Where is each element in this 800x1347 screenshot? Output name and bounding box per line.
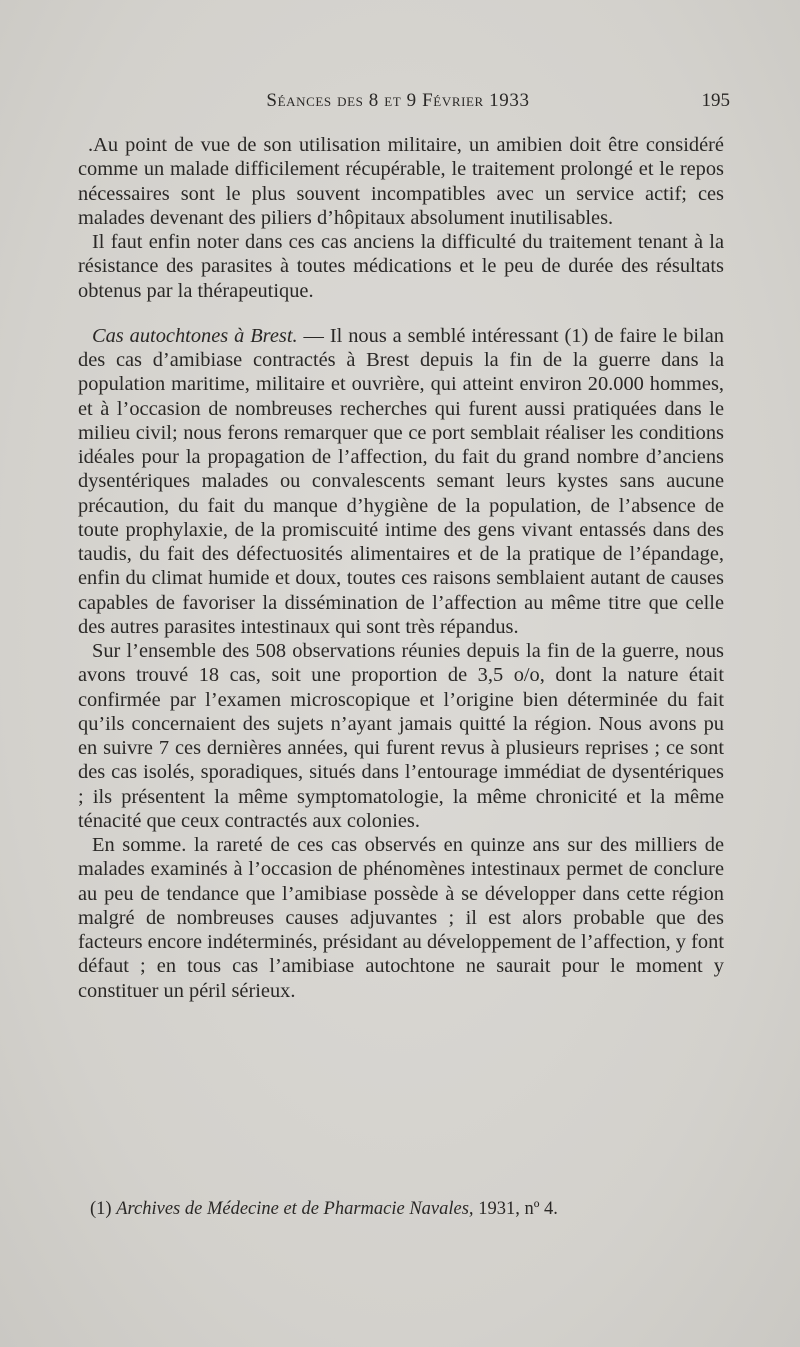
section-title: Cas autochtones à Brest. [92, 324, 298, 347]
body-text [78, 133, 724, 1003]
running-title: Séances des 8 et 9 Février 1933 [266, 90, 530, 111]
footnote [90, 1197, 720, 1221]
paragraph-4 [78, 639, 724, 833]
paragraph-5 [78, 833, 724, 1003]
paragraph-2-text: Il faut enfin noter dans ces cas anciens la difficulté du traitement tenant à la résistance des parasites à toutes médications et le peu de durée des résultats obtenus par la thérapeutique. [78, 231, 724, 302]
page-number: 195 [701, 90, 730, 111]
footnote-title: Archives de Médecine et de Pharmacie Navales, [116, 1199, 474, 1219]
paragraph-5-text: En somme. la rareté de ces cas observés en quinze ans sur des milliers de malades examinés à l’occasion de phénomènes intestinaux permet de conclure au peu de tendance que l’amibiase possède à se développer dans cette région malgré de nombreuses causes adjuvantes ; il est alors probable que des facteurs encore indéterminés, présidant au développement de l’affection, y font défaut ; en tous cas l’amibiase autochtone ne saurait pour le moment y constituer un péril sérieux. [78, 834, 724, 1002]
footnote-ref: 1931, nº 4. [478, 1199, 558, 1219]
paragraph-2 [78, 230, 724, 303]
footnote-marker: (1) [90, 1199, 112, 1219]
paragraph-1-text: .Au point de vue de son utilisation militaire, un amibien doit être considéré comme un malade difficilement récupérable, le traitement prolongé et le repos nécessaires sont le plus souvent incompatibles avec un service actif; ces malades devenant des piliers d’hôpitaux absolument inutilisables. [78, 134, 724, 229]
paragraph-4-text: Sur l’ensemble des 508 observations réunies depuis la fin de la guerre, nous avons trouvé 18 cas, soit une proportion de 3,5 o/o, dont la nature était confirmée par l’examen microscopique et l’origine bien déterminée du fait qu’ils concernaient des sujets n’ayant jamais quitté la région. Nous avons pu en suivre 7 ces dernières années, qui furent revus à plusieurs reprises ; ce sont des cas isolés, sporadiques, situés dans l’entourage immédiat de dysentériques ; ils présentent la même symptomatologie, la même chronicité et la même ténacité que ceux contractés aux colonies. [78, 640, 724, 832]
running-head [78, 90, 730, 114]
paragraph-3-text: — Il nous a semblé intéressant (1) de faire le bilan des cas d’amibiase contractés à Brest depuis la fin de la guerre dans la population maritime, militaire et ouvrière, qui atteint environ 20.000 hommes, et à l’occasion de nombreuses recherches qui furent aussi pratiquées dans le milieu civil; nous ferons remarquer que ce port semblait réaliser les conditions idéales pour la propagation de l’affection, du fait du grand nombre d’anciens dysentériques malades ou convalescents semant leurs kystes sans aucune précaution, du fait du manque d’hygiène de la population, de l’absence de toute prophylaxie, de la promiscuité intime des gens vivant entassés dans des taudis, du fait des défectuosités alimentaires et de la pratique de l’épandage, enfin du climat humide et doux, toutes ces raisons semblaient autant de causes capables de favoriser la dissémination de l’affection au même titre que celle des autres parasites intestinaux qui sont très répandus. [78, 324, 724, 638]
paragraph-3 [78, 324, 724, 639]
paragraph-1 [78, 133, 724, 230]
